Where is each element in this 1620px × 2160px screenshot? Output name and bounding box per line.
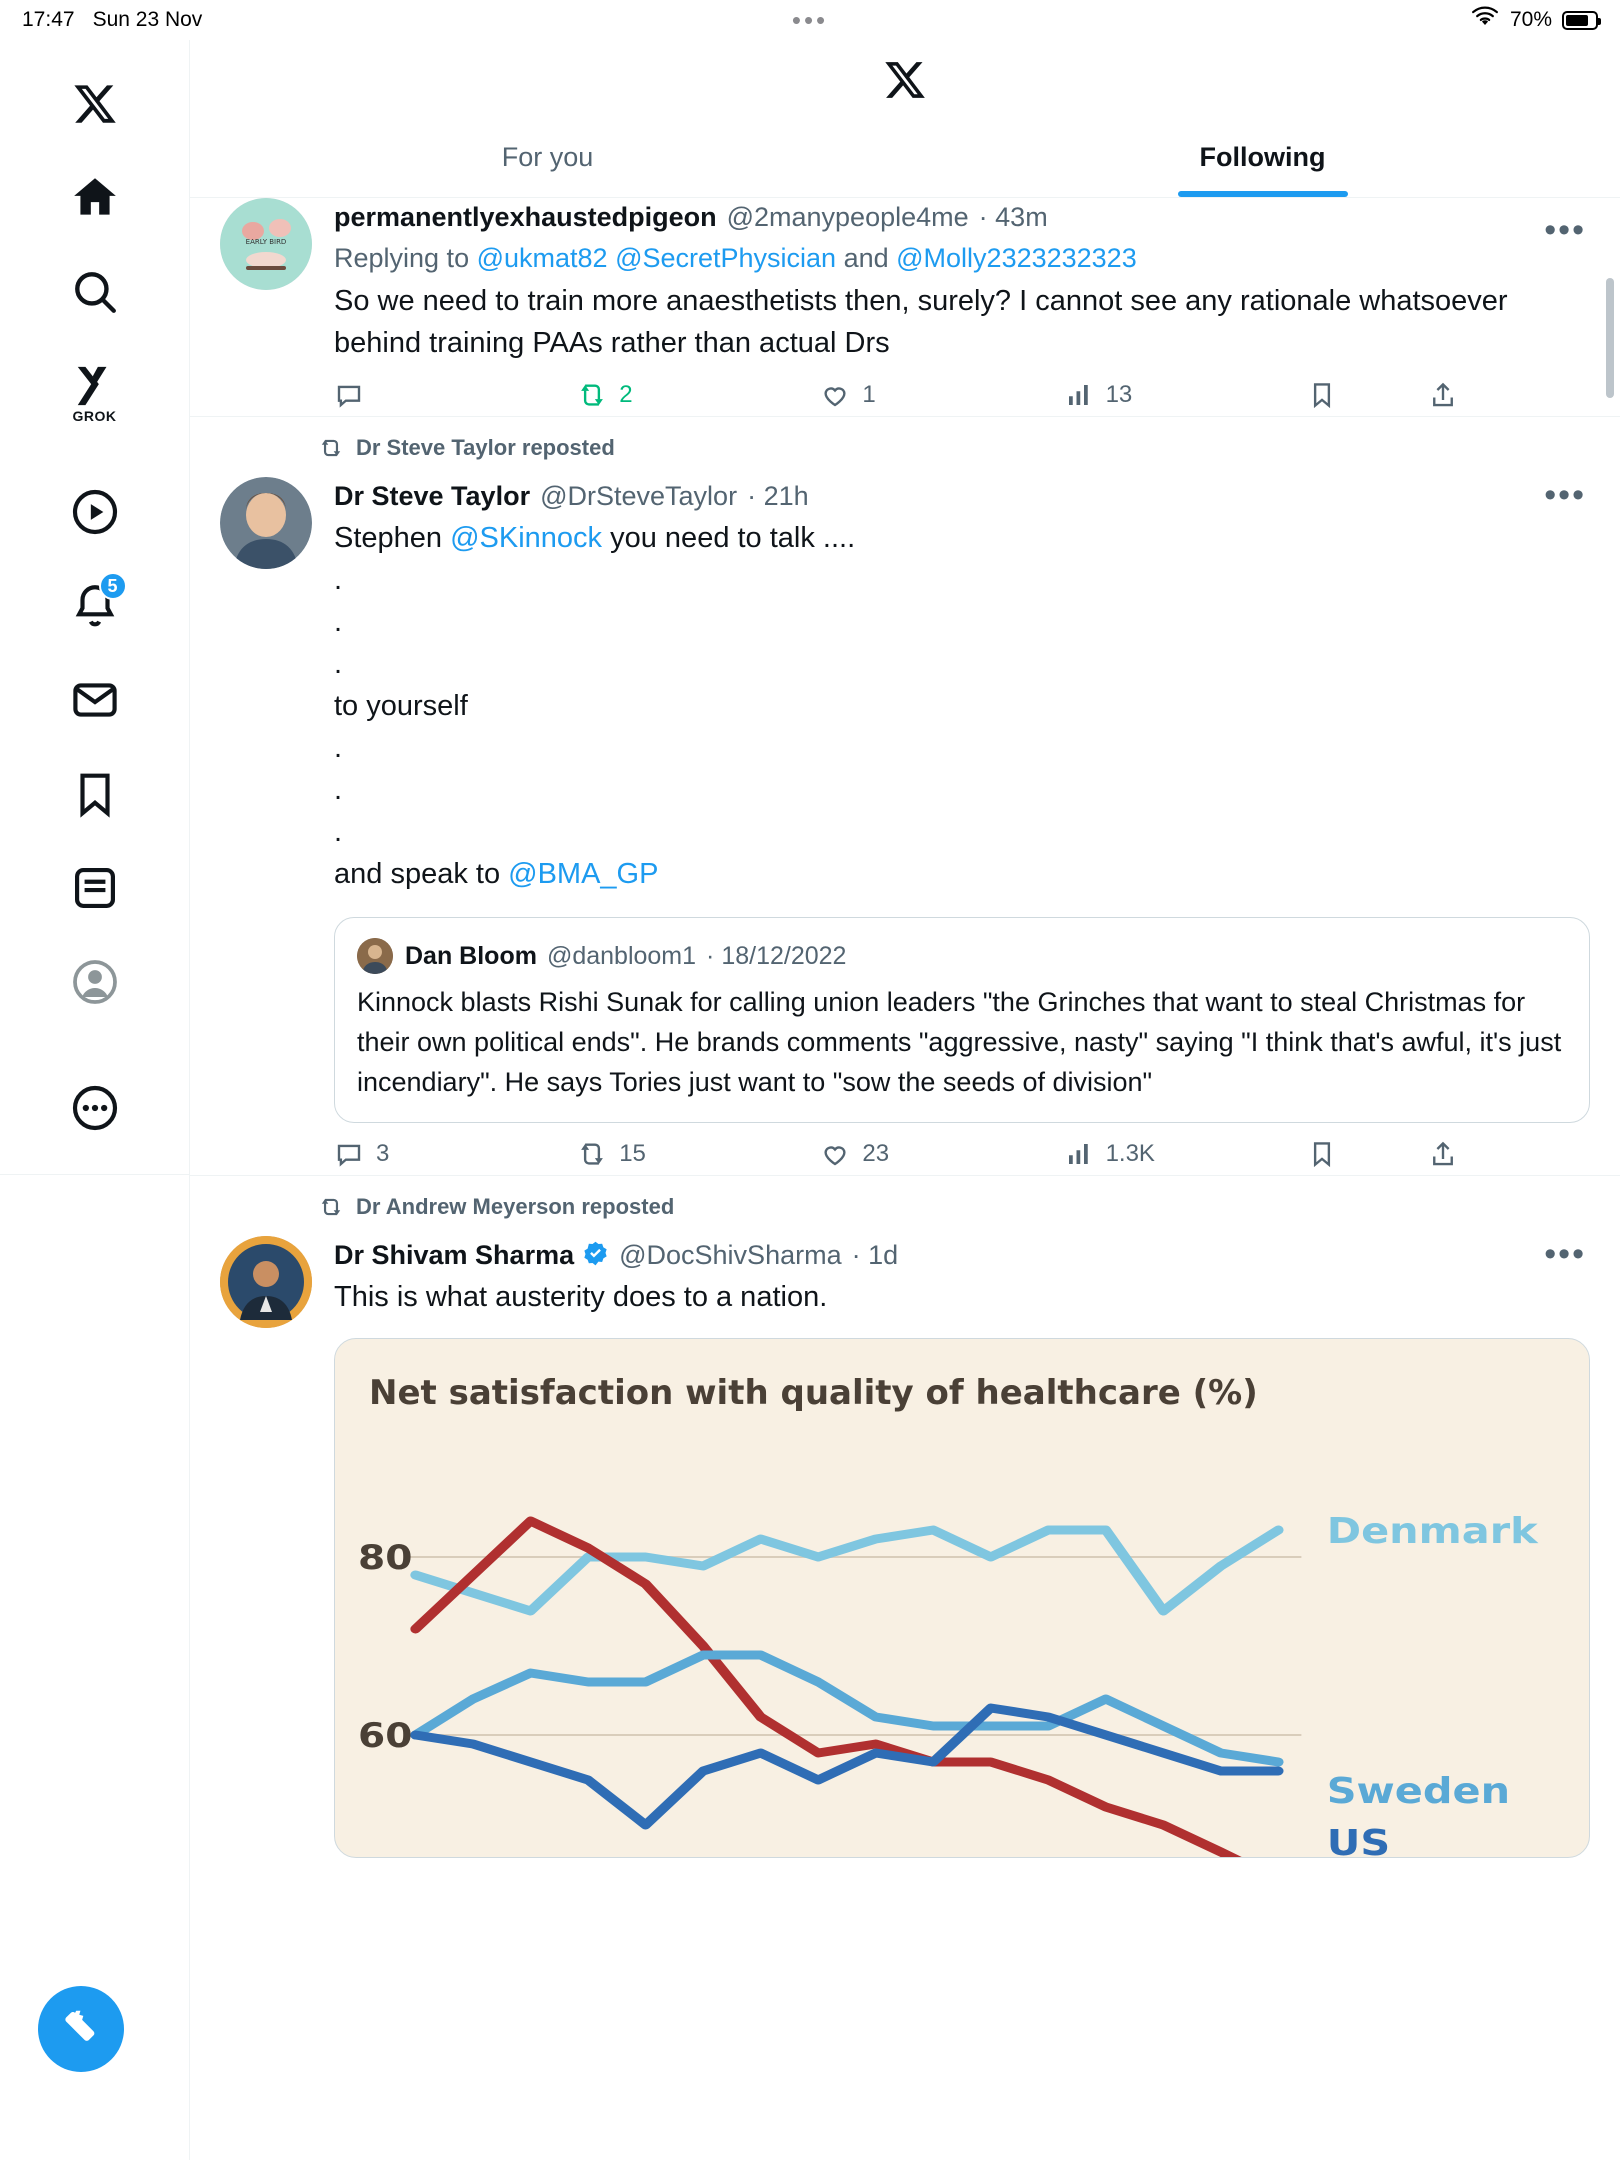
tweet-actions xyxy=(334,1139,1590,1169)
notifications-badge: 5 xyxy=(99,572,127,600)
y-tick-80: 80 xyxy=(358,1537,413,1578)
tweet-line-2: . xyxy=(334,564,343,596)
quoted-tweet-text: Kinnock blasts Rishi Sunak for calling union leaders "the Grinches that want to steal Christmas for their own political ends". He brands comments "aggressive, nasty" saying "I think that's awful, it's just incendiary". He says Tories just want to "sow the seeds of division" xyxy=(357,987,1562,1097)
tweet-header xyxy=(334,477,1590,515)
tweet-line-9: and speak to @BMA_GP xyxy=(334,858,659,890)
tab-following[interactable]: Following xyxy=(905,120,1620,197)
author-name[interactable]: permanentlyexhaustedpigeon xyxy=(334,202,717,232)
repost-label xyxy=(190,417,1620,463)
sidebar-item-video[interactable] xyxy=(53,470,137,554)
like-button[interactable] xyxy=(820,380,1063,410)
sidebar-item-explore[interactable] xyxy=(53,250,137,334)
like-count: 1 xyxy=(862,381,876,408)
replying-to-line xyxy=(334,238,1590,278)
timestamp: · 43m xyxy=(978,202,1048,232)
wifi-icon xyxy=(1470,6,1500,34)
legend-denmark: Denmark xyxy=(1326,1510,1538,1553)
timeline-feed xyxy=(190,198,1620,1864)
views-count: 1.3K xyxy=(1105,1140,1155,1167)
tweet-more-icon[interactable]: ••• xyxy=(1544,1235,1586,1273)
status-right xyxy=(1470,6,1598,34)
author-handle[interactable]: @DrSteveTaylor xyxy=(540,481,738,511)
verified-badge-icon xyxy=(582,1239,609,1266)
battery-icon xyxy=(1562,11,1598,30)
tweet-line-6: . xyxy=(334,732,343,764)
sidebar-item-messages[interactable] xyxy=(53,658,137,742)
more-circle-icon xyxy=(70,1083,120,1133)
reply-mention-3[interactable]: @Molly2323232323 xyxy=(896,243,1137,273)
tweet-line-5: to yourself xyxy=(334,690,468,722)
tweet-text xyxy=(334,517,1590,895)
tweet-line-1: Stephen @SKinnock you need to talk .... xyxy=(334,522,856,554)
tweet-more-icon[interactable]: ••• xyxy=(1544,211,1586,249)
views-count: 13 xyxy=(1105,381,1133,408)
tweet-body xyxy=(334,477,1590,1169)
replying-prefix: Replying to xyxy=(334,243,477,273)
header-logo xyxy=(190,40,1620,120)
repost-text: Dr Andrew Meyerson reposted xyxy=(356,1194,675,1219)
author-name[interactable]: Dr Shivam Sharma xyxy=(334,1240,575,1270)
status-time: 17:47 xyxy=(22,8,75,31)
author-name[interactable]: Dr Steve Taylor xyxy=(334,481,531,511)
grok-icon xyxy=(70,363,120,409)
like-button[interactable] xyxy=(820,1139,1063,1169)
sidebar-item-home[interactable] xyxy=(53,156,137,240)
sidebar-item-bookmarks[interactable] xyxy=(53,752,137,836)
tweet-line-7: . xyxy=(334,774,343,806)
timestamp: · 21h xyxy=(747,481,809,511)
sidebar-item-profile[interactable] xyxy=(53,940,137,1024)
sidebar-divider xyxy=(0,1174,190,1175)
avatar xyxy=(357,938,393,974)
timeline-scrollbar[interactable] xyxy=(1606,278,1614,398)
bookmark-button[interactable] xyxy=(1307,380,1429,410)
compose-post-button[interactable] xyxy=(38,1986,124,2072)
tweet-body xyxy=(334,198,1590,410)
chart-title: Net satisfaction with quality of healthcare (%) xyxy=(369,1373,1258,1413)
quoted-tweet[interactable] xyxy=(334,917,1590,1123)
share-button[interactable] xyxy=(1428,1139,1550,1169)
reply-button[interactable] xyxy=(334,380,577,410)
like-count: 23 xyxy=(862,1140,890,1167)
tweet-line-4: . xyxy=(334,648,343,680)
tweet-header xyxy=(334,198,1590,236)
tweet-line-3: . xyxy=(334,606,343,638)
mention-skinnock[interactable]: @SKinnock xyxy=(450,522,603,554)
svg-text:EARLY BIRD: EARLY BIRD xyxy=(245,238,287,246)
repost-button[interactable] xyxy=(577,380,820,410)
tweet-dr-steve-taylor[interactable] xyxy=(190,463,1620,1176)
legend-sweden: Sweden xyxy=(1326,1770,1511,1813)
timestamp: · 1d xyxy=(851,1240,899,1270)
tweet-permanentlyexhaustedpigeon[interactable] xyxy=(190,198,1620,417)
mention-bma-gp[interactable]: @BMA_GP xyxy=(508,858,659,890)
left-navigation xyxy=(0,40,190,2160)
sidebar-item-grok[interactable] xyxy=(53,344,137,428)
repost-text: Dr Steve Taylor reposted xyxy=(356,435,615,460)
tweet-dr-shivam-sharma[interactable] xyxy=(190,1222,1620,1864)
list-icon xyxy=(70,863,120,913)
grok-label: GROK xyxy=(72,408,117,424)
envelope-icon xyxy=(70,675,120,725)
tweet-more-icon[interactable]: ••• xyxy=(1544,476,1586,514)
home-icon xyxy=(70,173,120,223)
y-tick-60: 60 xyxy=(358,1715,413,1756)
sidebar-item-lists[interactable] xyxy=(53,846,137,930)
chart-image-card[interactable] xyxy=(334,1338,1590,1865)
feed-tabs xyxy=(190,120,1620,198)
legend-us: US xyxy=(1326,1822,1391,1865)
avatar[interactable] xyxy=(220,198,312,290)
healthcare-satisfaction-chart xyxy=(335,1425,1589,1865)
status-bar xyxy=(0,0,1620,40)
avatar[interactable] xyxy=(220,477,312,569)
tweet-dr-steve-taylor-wrapper xyxy=(190,417,1620,1176)
repost-label xyxy=(190,1176,1620,1222)
status-date: Sun 23 Nov xyxy=(92,8,203,31)
repost-count: 2 xyxy=(619,381,633,408)
sidebar-item-notifications[interactable] xyxy=(53,564,137,648)
reply-count: 3 xyxy=(376,1140,390,1167)
repost-button[interactable] xyxy=(577,1139,820,1169)
avatar[interactable] xyxy=(220,1236,312,1328)
tweet-header xyxy=(334,1236,1590,1274)
play-circle-icon xyxy=(70,487,120,537)
replying-joiner: and xyxy=(836,243,897,273)
tweet-body xyxy=(334,1235,1590,1865)
sidebar-item-more[interactable] xyxy=(53,1066,137,1150)
repost-count: 15 xyxy=(619,1140,646,1167)
author-handle[interactable]: @DocShivSharma xyxy=(619,1240,842,1270)
tab-for-you[interactable]: For you xyxy=(501,142,594,172)
status-left xyxy=(22,8,202,32)
views-button[interactable] xyxy=(1064,380,1307,410)
views-button[interactable] xyxy=(1064,1139,1307,1169)
share-button[interactable] xyxy=(1428,380,1550,410)
tweet-line-8: . xyxy=(334,816,343,848)
reply-mention-1[interactable]: @ukmat82 xyxy=(476,243,608,273)
reply-mention-2[interactable]: @SecretPhysician xyxy=(615,243,837,273)
author-handle[interactable]: @2manypeople4me xyxy=(726,202,969,232)
tweet-text: So we need to train more anaesthetists then, surely? I cannot see any rationale whatsoever behind training PAAs rather than actual Drs xyxy=(334,285,1508,359)
bookmark-button[interactable] xyxy=(1307,1139,1429,1169)
profile-icon xyxy=(70,957,120,1007)
bookmark-icon xyxy=(70,769,120,819)
battery-percent: 70% xyxy=(1509,8,1552,31)
compose-icon xyxy=(58,2004,104,2055)
quoted-author-name[interactable]: Dan Bloom xyxy=(405,941,537,970)
quoted-timestamp: · 18/12/2022 xyxy=(706,941,847,970)
x-logo-icon xyxy=(883,58,927,102)
search-icon xyxy=(70,267,120,317)
main-column xyxy=(190,40,1620,2160)
multitask-handle[interactable]: ••• xyxy=(791,5,829,35)
reply-button[interactable] xyxy=(334,1139,577,1169)
tweet-dr-shivam-sharma-wrapper xyxy=(190,1176,1620,1864)
quoted-tweet-header xyxy=(357,938,1567,974)
tweet-text: This is what austerity does to a nation. xyxy=(334,1281,828,1313)
tweet-actions xyxy=(334,380,1590,410)
x-logo-icon[interactable] xyxy=(53,62,137,146)
quoted-author-handle[interactable]: @danbloom1 xyxy=(546,941,697,970)
